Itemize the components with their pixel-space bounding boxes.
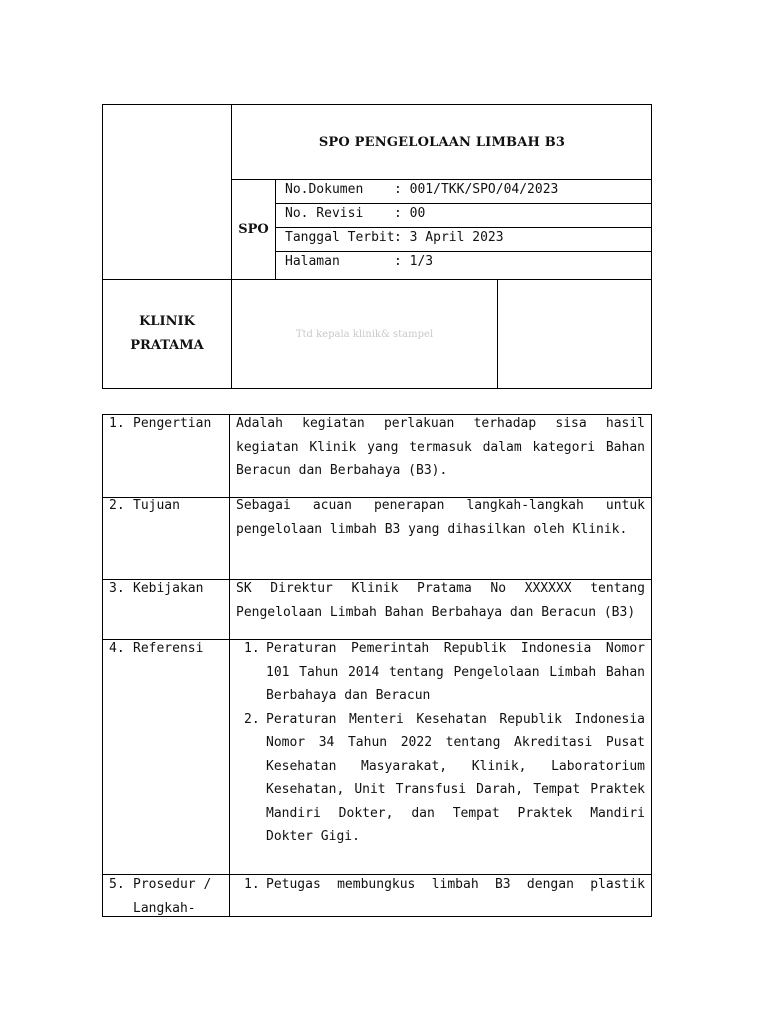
meta-value: : 1/3 (394, 254, 434, 269)
section-number: 1. (109, 416, 125, 431)
signature-placeholder: Ttd kepala klinik& stampel (295, 328, 434, 340)
section-title: Kebijakan (133, 581, 204, 596)
section-text-pengertian: Adalah kegiatan perlakuan terhadap sisa hasil kegiatan Klinik yang termasuk dalam kategori Bahan Beracun dan Berbahaya (B3). (236, 416, 645, 478)
list-item-number: 1. (244, 877, 260, 892)
meta-row-halaman (276, 251, 651, 275)
meta-value: : 00 (394, 206, 426, 221)
list-item (236, 873, 645, 897)
meta-row-no-revisi (276, 203, 651, 227)
meta-label: No. Revisi (285, 206, 364, 221)
section-title: Pengertian (133, 416, 212, 431)
meta-value: : 001/TKK/SPO/04/2023 (394, 182, 559, 197)
section-text-kebijakan: SK Direktur Klinik Pratama No XXXXXX tentang Pengelolaan Limbah Bahan Berbahaya dan Beracun (B3) (236, 581, 645, 620)
section-number: 3. (109, 581, 125, 596)
list-item (236, 637, 645, 708)
divider (229, 415, 230, 916)
section-title: Referensi (133, 641, 204, 656)
divider (497, 279, 498, 388)
procedure-table (102, 414, 652, 917)
section-text-tujuan: Sebagai acuan penerapan langkah-langkah untuk pengelolaan limbah B3 yang dihasilkan oleh Klinik. (236, 498, 645, 537)
section-title-continued: Langkah- (133, 900, 196, 916)
section-title: Tujuan (133, 498, 180, 513)
document-header-table (102, 104, 652, 389)
list-item-text: Peraturan Menteri Kesehatan Republik Indonesia Nomor 34 Tahun 2022 tentang Akreditasi Pusat Kesehatan Masyarakat, Klinik, Laboratorium Kesehatan, Unit Transfusi Darah, Tempat Praktek Mandiri Dokter, dan Tempat Praktek Mandiri Dokter Gigi. (266, 711, 645, 844)
section-number: 4. (109, 641, 125, 656)
clinic-name (103, 280, 231, 388)
section-title: Prosedur / (133, 877, 212, 892)
list-item-number: 1. (244, 641, 260, 656)
section-label-tujuan (109, 494, 180, 518)
meta-label: Tanggal Terbit (285, 230, 395, 245)
clinic-name-line2: PRATAMA (130, 338, 204, 353)
section-label-referensi (109, 637, 203, 661)
list-item-text: Peraturan Pemerintah Republik Indonesia Nomor 101 Tahun 2014 tentang Pengelolaan Limbah Bahan Berbahaya dan Beracun (266, 641, 645, 703)
section-label-pengertian (109, 412, 211, 436)
list-item-text: Petugas membungkus limbah B3 dengan plastik (266, 877, 645, 892)
section-number: 5. (109, 877, 125, 892)
meta-value: : 3 April 2023 (394, 230, 504, 245)
clinic-name-line1: KLINIK (139, 314, 195, 329)
list-item-number: 2. (244, 711, 260, 727)
procedure-step-list (236, 873, 645, 897)
meta-row-tanggal-terbit (276, 227, 651, 251)
section-label-prosedur (109, 873, 211, 920)
spo-label: SPO (238, 221, 269, 237)
list-item (236, 708, 645, 849)
reference-list (236, 637, 645, 849)
meta-label: No.Dokumen (285, 182, 364, 197)
document-title: SPO PENGELOLAAN LIMBAH B3 (318, 134, 566, 150)
meta-row-no-dokumen (276, 179, 651, 203)
meta-label: Halaman (285, 254, 340, 269)
section-number: 2. (109, 498, 125, 513)
section-label-kebijakan (109, 577, 203, 601)
